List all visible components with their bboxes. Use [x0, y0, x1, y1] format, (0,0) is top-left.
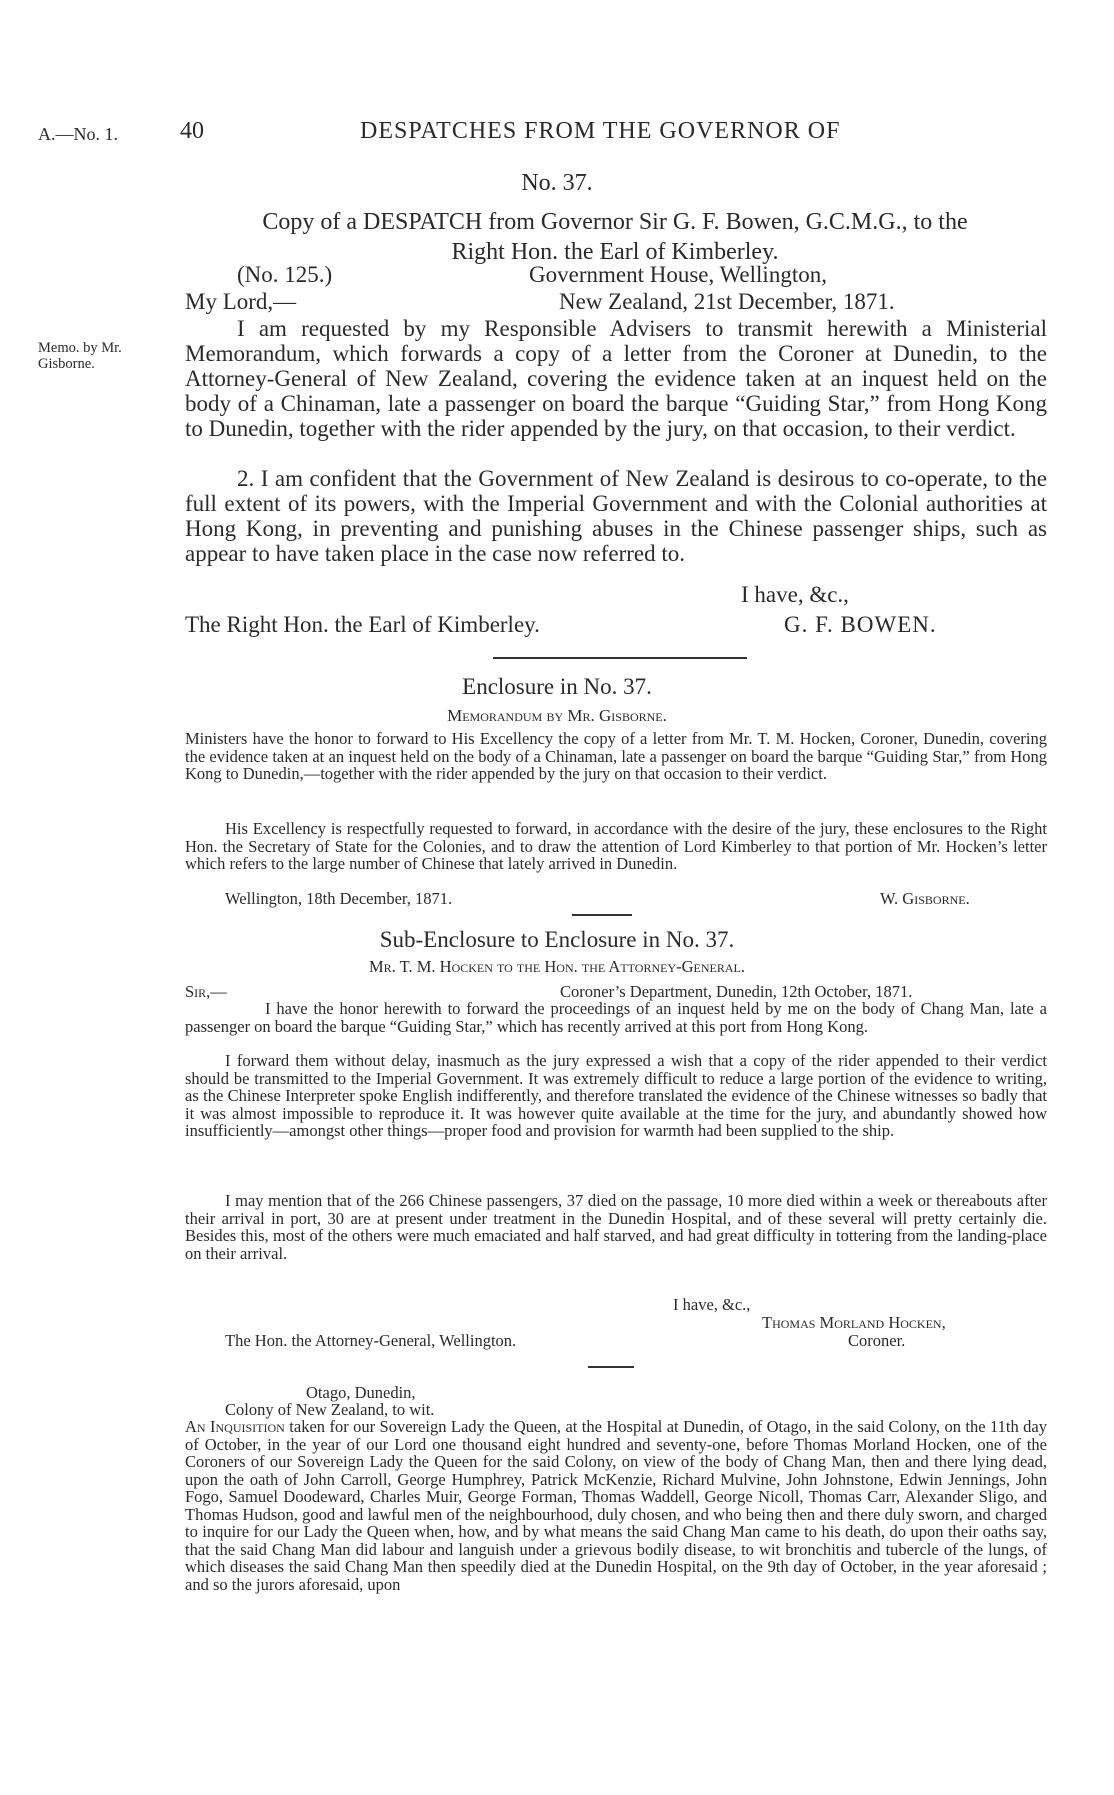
sub-enclosure-title: Sub-Enclosure to Enclosure in No. 37.	[379, 927, 735, 952]
sub-enclosure-signer: Thomas Morland Hocken,	[762, 1313, 946, 1332]
despatch-paragraph-2: 2. I am confident that the Government of New Zealand is desirous to co-operate, to the full extent of its powers, with the Imperial Government and with the Colonial authorities at Hong Kong, in preventing and punishing abuses in the Chinese passenger ships, such as appear to have taken place in the case now referred to.	[185, 466, 1047, 566]
section-divider	[493, 657, 747, 659]
enclosure-signature: W. Gisborne.	[880, 889, 970, 908]
inquisition-body	[185, 1418, 1047, 1593]
despatch-title-line2: Right Hon. the Earl of Kimberley.	[451, 239, 779, 265]
sub-enclosure-closing: I have, &c.,	[673, 1295, 751, 1314]
document-reference: A.—No. 1.	[38, 124, 118, 144]
sub-enclosure-salutation: Sir,—	[185, 982, 227, 1001]
enclosure-paragraph-2: His Excellency is respectfully requested to forward, in accordance with the desire of the jury, these enclosures to the Right Hon. the Secretary of State for the Colonies, and to draw the attention of Lord Kimberley to that portion of Mr. Hocken’s letter which refers to the large number of Chinese that lately arrived in Dunedin.	[185, 819, 1047, 873]
despatch-addressee: The Right Hon. the Earl of Kimberley.	[185, 612, 540, 637]
sub-enclosure-paragraph-3: I may mention that of the 266 Chinese passengers, 37 died on the passage, 10 more died within a week or thereabouts after their arrival in port, 30 are at present under treatment in the Dunedin Hospital, and of these several will pretty certainly die. Besides this, most of the others were much emaciated and half starved, and had great difficulty in tottering from the landing-place on their arrival.	[185, 1191, 1047, 1263]
section-divider	[572, 914, 632, 916]
sub-enclosure-paragraph-2: I forward them without delay, inasmuch as the jury expressed a wish that a copy of the rider appended to their verdict should be transmitted to the Imperial Government. It was extremely difficult to reduce a large portion of the evidence to writing, as the Chinese Interpreter spoke English indifferently, and therefore translated the evidence of the Chinese witnesses so badly that it was almost impossible to reproduce it. It was however quite available at the time for the jury, and abundantly showed how insufficiently—amongst other things—proper food and provision for warmth had been supplied to the ship.	[185, 1051, 1047, 1140]
despatch-date: New Zealand, 21st December, 1871.	[559, 289, 895, 314]
despatch-signature: G. F. BOWEN.	[784, 612, 937, 637]
enclosure-subtitle: Memorandum by Mr. Gisborne.	[447, 706, 667, 725]
despatch-closing: I have, &c.,	[741, 582, 849, 607]
despatch-place: Government House, Wellington,	[529, 262, 827, 287]
enclosure-place-date: Wellington, 18th December, 1871.	[225, 889, 453, 908]
sub-enclosure-subtitle: Mr. T. M. Hocken to the Hon. the Attorney-General.	[369, 957, 745, 976]
enclosure-title: Enclosure in No. 37.	[462, 674, 652, 699]
inquisition-place-line2: Colony of New Zealand, to wit.	[225, 1400, 435, 1419]
despatch-paragraph-1: I am requested by my Responsible Advisers to transmit herewith a Ministerial Memorandum, which forwards a copy of a letter from the Coroner at Dunedin, to the Attorney-General of New Zealand, covering the evidence taken at an inquest held on the body of a Chinaman, late a passenger on board the barque “Guiding Star,” from Hong Kong to Dunedin, together with the rider appended by the jury, on that occasion, to their verdict.	[185, 316, 1047, 441]
sub-enclosure-signer-role: Coroner.	[848, 1331, 906, 1350]
running-title: DESPATCHES FROM THE GOVERNOR OF	[360, 118, 841, 144]
sub-enclosure-addressee: The Hon. the Attorney-General, Wellington.	[225, 1331, 517, 1350]
page-number: 40	[180, 118, 204, 144]
margin-note-line2: Gisborne.	[38, 356, 95, 372]
inquisition-text: taken for our Sovereign Lady the Queen, at the Hospital at Dunedin, of Otago, in the said Colony, on the 11th day of October, in the year of our Lord one thousand eight hundred and seventy-one, before Thomas Morland Hocken, one of the Coroners of our Sovereign Lady the Queen for the said Colony, on view of the body of Chang Man, then and there lying dead, upon the oath of John Carroll, George Humphrey, Patrick McKenzie, Richard Mulvine, John Johnstone, Edwin Jennings, John Fogo, Samuel Doodeward, Charles Muir, George Forman, Thomas Waddell, George Nicoll, Thomas Carr, Alexander Sligo, and Thomas Hudson, good and lawful men of the neighbourhood, duly chosen, and who being then and there duly sworn, and charged to inquire for our Lady the Queen when, how, and by what means the said Chang Man came to his death, do upon their oaths say, that the said Chang Man did labour and languish under a grievous bodily disease, to wit bronchitis and tubercle of the lungs, of which diseases the said Chang Man then speedily died at the Dunedin Hospital, on the 9th day of October, in the year aforesaid ; and so the jurors aforesaid, upon	[185, 1417, 1047, 1594]
despatch-title-line1: Copy of a DESPATCH from Governor Sir G. F. Bowen, G.C.M.G., to the	[262, 209, 968, 235]
margin-note-line1: Memo. by Mr.	[38, 340, 122, 356]
despatch-reference: (No. 125.)	[237, 262, 333, 287]
despatch-title	[185, 207, 1045, 267]
enclosure-paragraph-1: Ministers have the honor to forward to His Excellency the copy of a letter from Mr. T. M. Hocken, Coroner, Dunedin, covering the evidence taken at an inquest held on the body of a Chinaman, late a passenger on board the barque “Guiding Star,” from Hong Kong to Dunedin,—together with the rider appended by the jury on that occasion to their verdict.	[185, 729, 1047, 783]
despatch-number: No. 37.	[521, 170, 593, 196]
sub-enclosure-paragraph-1: I have the honor herewith to forward the proceedings of an inquest held by me on the body of Chang Man, late a passenger on board the barque “Guiding Star,” which has recently arrived at this port from Hong Kong.	[185, 999, 1047, 1036]
inquisition-place-line1: Otago, Dunedin,	[306, 1383, 416, 1402]
sub-enclosure-dept-date: Coroner’s Department, Dunedin, 12th October, 1871.	[560, 982, 913, 1001]
inquisition-lead: An Inquisition	[185, 1417, 285, 1436]
margin-note	[38, 340, 168, 372]
despatch-salutation: My Lord,—	[185, 289, 297, 314]
section-divider	[588, 1366, 634, 1368]
